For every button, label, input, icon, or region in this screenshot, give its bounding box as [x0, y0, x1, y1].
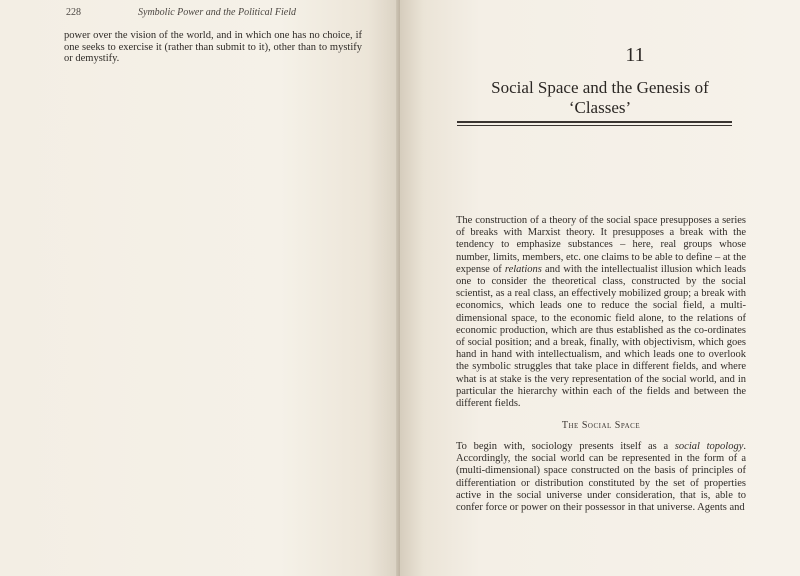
chapter-title [462, 78, 738, 118]
chapter-title-line-1: Social Space and the Genesis of [491, 78, 709, 97]
section-paragraph [456, 441, 746, 514]
title-rule-thick [457, 121, 732, 123]
right-page [400, 0, 800, 576]
running-title: Symbolic Power and the Political Field [138, 7, 297, 18]
intro-text-part-1: The construction of a theory of the social space presupposes a series of breaks with Marxist theory. It presupposes a break with the tendency to emphasize substances – here, real groups whose number, limits, members, etc. one claims to be able to define – at the expense of [456, 215, 746, 275]
section-text-part-2: . Accordingly, the social world can be represented in the form of a (multi-dimensional) space constructed on the basis of principles of differentiation or distribution constituted by the set of properties active in the social universe under consideration, that is, able to confer force or power on their possessor in that universe. Agents and [456, 441, 746, 514]
chapter-number: 11 [625, 44, 645, 66]
continued-paragraph: power over the vision of the world, and in which one has no choice, if one seeks to exercise it (rather than submit to it), other than to mystify or demystify. [64, 30, 362, 64]
chapter-title-line-2: ‘Classes’ [568, 98, 632, 117]
intro-paragraph [456, 215, 746, 410]
section-emphasis-topology: social topology [674, 441, 744, 452]
intro-text-part-2: and with the intellectualist illusion which leads one to consider the theoretical class, constructed by the social scientist, as a real class, an effectively mobilized group; a break with economics, which leads one to reduce the social field, a multi-dimensional space, to the economic field alone, to the relations of economic production, which are thus established as the co-ordinates of social position; and a break, finally, with objectivism, which goes hand in hand with intellectualism, and which leads one to overlook the symbolic struggles that take place in different fields, and where what is at stake is the very representation of the social world, and in particular the hierarchy within each of the fields and between the different fields. [456, 263, 746, 410]
section-heading: The Social Space [561, 420, 641, 431]
intro-emphasis-relations: relations [504, 263, 542, 275]
running-head [66, 7, 366, 18]
page-number: 228 [66, 7, 81, 18]
title-rule-thin [457, 125, 732, 126]
continued-text [64, 30, 362, 65]
section-text-part-1: To begin with, sociology presents itself as a [456, 441, 675, 452]
